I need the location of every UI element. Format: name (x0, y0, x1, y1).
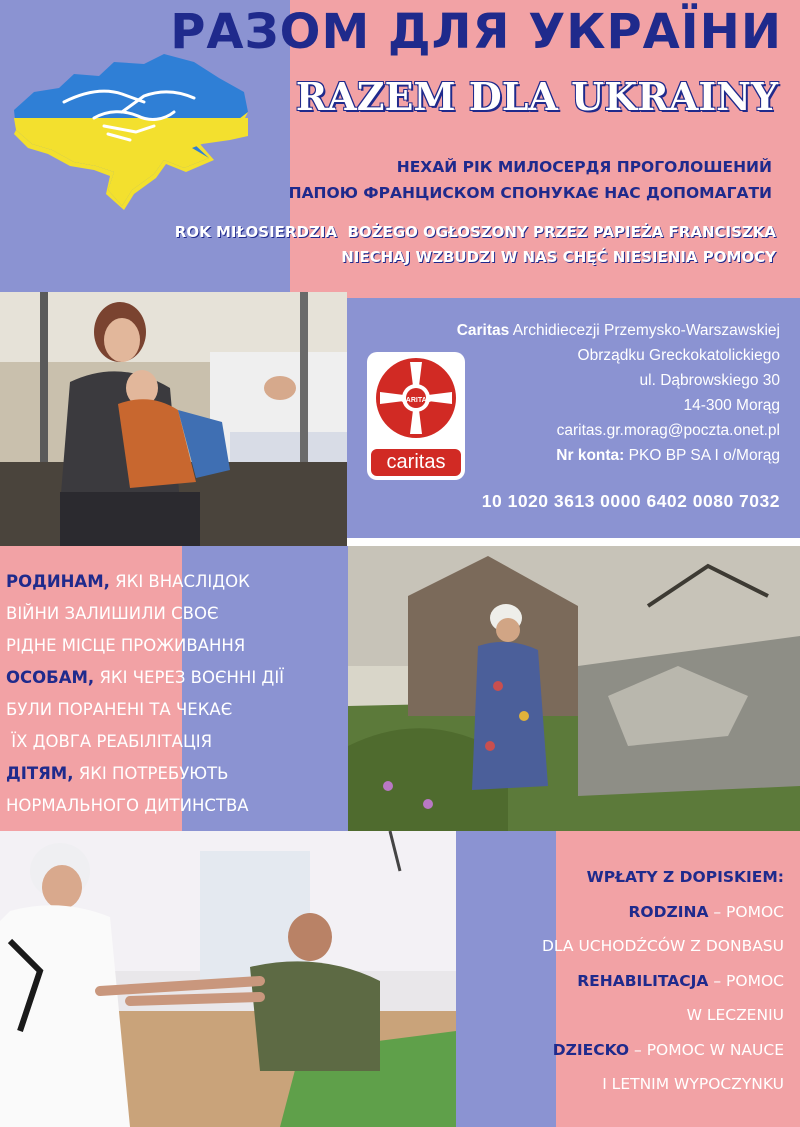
needs-persons-line-1 (6, 662, 284, 694)
subtitle-uk-line-2: ПАПОЮ ФРАНЦИСКОМ СПОНУКАЄ НАС ДОПОМАГАТИ (288, 184, 772, 202)
payments-item-2-rest: – POMOC (708, 971, 784, 990)
contact-line-org (457, 318, 780, 343)
contact-line-city: 14-300 Morąg (683, 397, 780, 414)
caritas-logo (367, 352, 465, 480)
needs-children-line-1 (6, 758, 284, 790)
caritas-logo-word: caritas (371, 449, 461, 476)
payments-item-3-head: DZIECKO (552, 1040, 630, 1059)
payments-item-1-rest: – POMOC (708, 902, 784, 921)
payments-item-1-head: RODZINA (628, 902, 709, 921)
subtitle-uk-line-1: НЕХАЙ РІК МИЛОСЕРДЯ ПРОГОЛОШЕНИЙ (396, 158, 772, 176)
needs-persons-line-2: БУЛИ ПОРАНЕНІ ТА ЧЕКАЄ (6, 700, 233, 719)
needs-children-line-2: НОРМАЛЬНОГО ДИТИНСТВА (6, 796, 249, 815)
needs-families-rest-1: ЯКІ ВНАСЛІДОК (109, 572, 250, 591)
payments-heading: WPŁATY Z DOPISKIEM: (586, 868, 784, 886)
contact-org-name: Caritas (456, 322, 510, 339)
account-number: 10 1020 3613 0000 6402 0080 7032 (481, 491, 780, 511)
contact-email[interactable]: caritas.gr.morag@poczta.onet.pl (556, 422, 780, 439)
payments-item-2-head: REHABILITACJA (577, 971, 709, 990)
needs-persons-line-3: ЇХ ДОВГА РЕАБІЛІТАЦІЯ (6, 732, 213, 751)
title-polish: RAZEM DLA UKRAINY (295, 74, 778, 119)
contact-line-account (457, 443, 780, 468)
payments-item-3-rest: – POMOC W NAUCE (629, 1040, 784, 1059)
payments-item-3-line-2: I LETNIM WYPOCZYNKU (602, 1075, 784, 1093)
needs-families-line-1 (6, 566, 284, 598)
payments-item-2-line-1 (542, 964, 784, 999)
subtitle-pl-line-1: ROK MIŁOSIERDZIA BOŻEGO OGŁOSZONY PRZEZ PAPIEŻA FRANCISZKA (174, 223, 776, 241)
payments-info (542, 860, 784, 1102)
payments-item-1-line-1 (542, 895, 784, 930)
payments-item-1-line-2: DLA UCHODŹCÓW Z DONBASU (541, 937, 784, 955)
needs-persons-head: ОСОБАМ, (6, 668, 95, 687)
needs-children-head: ДІТЯМ, (6, 764, 74, 783)
needs-children-rest-1: ЯКІ ПОТРЕБУЮТЬ (73, 764, 229, 783)
caritas-ring-text: CARITAS (400, 397, 432, 404)
contact-line-rite: Obrządku Greckokatolickiego (577, 347, 780, 364)
subtitle-ukrainian (289, 154, 772, 206)
payments-item-2-line-2: W LECZENIU (686, 1006, 784, 1024)
account-bank: PKO BP SA I o/Morąg (624, 447, 780, 464)
subtitle-pl-line-2: NIECHAJ WZBUDZI W NAS CHĘĆ NIESIENIA POMOCY (341, 248, 776, 266)
contact-address (457, 318, 780, 468)
caritas-cross-icon (367, 352, 465, 448)
ukraine-map-handshake-icon (4, 40, 254, 210)
title-ukrainian: РАЗОМ ДЛЯ УКРАЇНИ (170, 4, 782, 60)
account-label: Nr konta: (556, 447, 625, 464)
photo-destroyed-house (348, 546, 800, 831)
contact-org-rest: Archidiecezji Przemysko-Warszawskiej (509, 322, 780, 339)
subtitle-polish (175, 220, 776, 270)
needs-families-line-2: ВІЙНИ ЗАЛИШИЛИ СВОЄ (6, 604, 219, 623)
needs-persons-rest-1: ЯКІ ЧЕРЕЗ ВОЄННІ ДІЇ (94, 668, 285, 687)
photo-rehabilitation (0, 831, 456, 1127)
photo-mother-and-child (0, 292, 347, 546)
needs-list (6, 566, 284, 822)
needs-families-line-3: РІДНЕ МІСЦЕ ПРОЖИВАННЯ (6, 636, 246, 655)
contact-line-street: ul. Dąbrowskiego 30 (639, 372, 780, 389)
payments-item-3-line-1 (542, 1033, 784, 1068)
needs-families-head: РОДИНАМ, (6, 572, 110, 591)
